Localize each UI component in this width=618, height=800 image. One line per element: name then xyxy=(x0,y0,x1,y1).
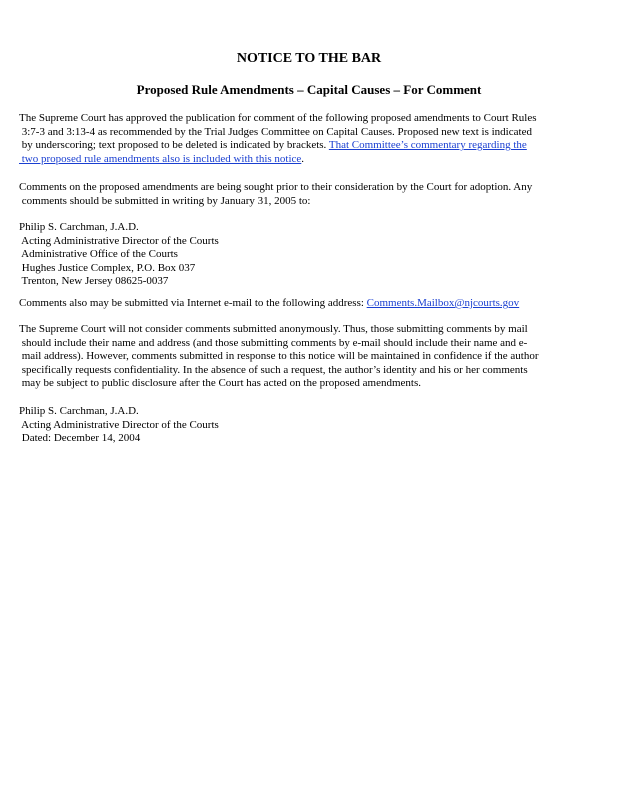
address-city: Trenton, New Jersey 08625-0037 xyxy=(19,275,169,288)
committee-commentary-link-continued[interactable]: two proposed rule amendments also is included with this notice xyxy=(19,152,302,165)
page-subtitle: Proposed Rule Amendments – Capital Causes – For Comment xyxy=(136,82,482,97)
email-paragraph xyxy=(19,297,591,311)
intro-line-2: 3:7-3 and 3:13-4 as recommended by the Trial Judges Committee on Capital Causes. Proposed new text is indicated xyxy=(19,125,532,138)
address-name: Philip S. Carchman, J.A.D. xyxy=(19,221,139,233)
intro-line-4-end: . xyxy=(301,152,305,165)
signature-title: Acting Administrative Director of the Courts xyxy=(19,418,219,431)
address-office: Administrative Office of the Courts xyxy=(19,248,178,261)
anonymity-paragraph xyxy=(19,323,591,391)
email-text: Comments also may be submitted via Internet e-mail to the following address: xyxy=(19,297,367,309)
signature-date: Dated: December 14, 2004 xyxy=(19,432,141,445)
deadline-line-1: Comments on the proposed amendments are being sought prior to their consideration by the Court for adoption. Any xyxy=(19,181,533,193)
committee-commentary-link[interactable]: That Committee’s commentary regarding the xyxy=(328,139,527,152)
anonymity-line-4: specifically requests confidentiality. In the absence of such a request, the author’s identity and his or her comments xyxy=(19,363,528,376)
intro-paragraph xyxy=(19,112,591,166)
address-title: Acting Administrative Director of the Courts xyxy=(19,234,219,247)
signature-block xyxy=(19,405,591,446)
page-title: NOTICE TO THE BAR xyxy=(236,51,382,66)
email-address-link[interactable]: Comments.Mailbox@njcourts.gov xyxy=(366,297,520,309)
intro-line-3: by underscoring; text proposed to be deleted is indicated by brackets. xyxy=(19,139,329,152)
anonymity-line-3: mail address). However, comments submitted in response to this notice will be maintained in confidence if the author xyxy=(19,350,539,363)
signature-name: Philip S. Carchman, J.A.D. xyxy=(19,405,139,417)
anonymity-line-5: may be subject to public disclosure after the Court has acted on the proposed amendments. xyxy=(19,377,421,390)
address-building: Hughes Justice Complex, P.O. Box 037 xyxy=(19,261,196,274)
deadline-paragraph xyxy=(19,181,591,208)
mailing-address xyxy=(19,221,591,289)
intro-line-1: The Supreme Court has approved the publication for comment of the following proposed amendments to Court Rules xyxy=(19,112,537,124)
anonymity-line-1: The Supreme Court will not consider comments submitted anonymously. Thus, those submitting comments by mail xyxy=(19,323,528,335)
anonymity-line-2: should include their name and address (and those submitting comments by e-mail should include their name and e- xyxy=(19,336,528,349)
deadline-line-2: comments should be submitted in writing by January 31, 2005 to: xyxy=(19,194,311,207)
